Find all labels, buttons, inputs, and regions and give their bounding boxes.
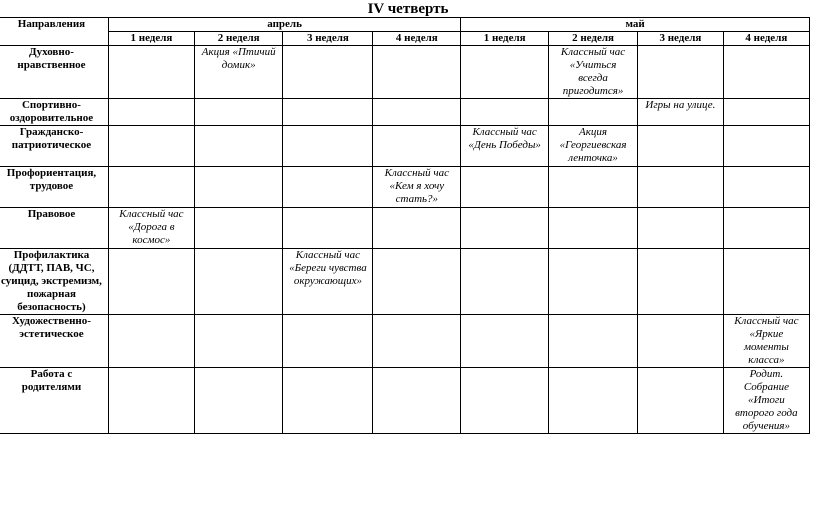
activity-cell [723, 315, 809, 368]
activity-cell [194, 126, 282, 167]
activity-cell [194, 46, 282, 99]
table-row [0, 99, 810, 126]
activity-cell [549, 126, 638, 167]
page-title: IV четверть [367, 1, 449, 17]
activity-text-line: всегда [578, 72, 608, 84]
activity-cell [461, 46, 549, 99]
activity-text-line: Родит. [749, 368, 784, 380]
header-row-months [0, 18, 810, 32]
activity-cell [638, 99, 724, 126]
direction-label [0, 249, 108, 315]
activity-text-line: ленточка» [568, 152, 618, 164]
direction-label-line: Художественно- [12, 315, 91, 327]
activity-cell [461, 99, 549, 126]
direction-label-line: оздоровительное [9, 112, 94, 124]
activity-cell [373, 368, 461, 434]
activity-cell [194, 315, 282, 368]
activity-cell [373, 208, 461, 249]
activity-text-line: «Учиться [569, 59, 617, 71]
direction-label-line: Профориентация, [6, 167, 97, 179]
activity-text-line: Классный час [472, 126, 537, 138]
direction-label-line: Гражданско- [19, 126, 84, 138]
activity-text-line: «Яркие [749, 328, 784, 340]
activity-cell [723, 208, 809, 249]
direction-label-line: Духовно- [29, 46, 74, 58]
direction-label-line: Правовое [27, 208, 76, 220]
activity-cell [194, 99, 282, 126]
direction-label-line: Работа с [30, 368, 73, 380]
activity-cell [723, 167, 809, 208]
activity-cell [283, 167, 373, 208]
direction-label [0, 368, 108, 434]
header-week: 1 неделя [461, 32, 549, 46]
activity-cell [549, 208, 638, 249]
activity-cell [638, 208, 724, 249]
header-week: 4 неделя [723, 32, 809, 46]
activity-cell [194, 167, 282, 208]
activity-text-line: «Георгиевская [559, 139, 627, 151]
activity-cell [194, 249, 282, 315]
activity-cell [549, 249, 638, 315]
activity-text-line: Игры на улице. [645, 99, 716, 111]
activity-cell [108, 208, 194, 249]
activity-cell [283, 315, 373, 368]
direction-label-line: патриотическое [11, 139, 92, 151]
direction-label-line: Профилактика [13, 249, 90, 261]
activity-text-line: стать?» [395, 193, 439, 205]
header-week: 1 неделя [108, 32, 194, 46]
activity-cell [638, 368, 724, 434]
activity-cell [461, 167, 549, 208]
activity-cell [638, 46, 724, 99]
table-row [0, 368, 810, 434]
activity-text-line: Акция [579, 126, 608, 138]
activity-cell [108, 368, 194, 434]
activity-text-line: домик» [221, 59, 256, 71]
activity-cell [461, 249, 549, 315]
activity-text-line: Классный час [295, 249, 361, 261]
activity-text-line: Акция «Птичий [201, 46, 276, 58]
header-week: 3 неделя [638, 32, 724, 46]
activity-text-line: «Береги чувства [289, 262, 367, 274]
direction-label-line: пожарная [26, 288, 76, 300]
header-month-april: апрель [108, 18, 460, 32]
activity-text-line: Классный час [384, 167, 449, 179]
activity-cell [549, 46, 638, 99]
activity-cell [723, 46, 809, 99]
activity-text-line: космос» [132, 234, 171, 246]
direction-label-line: суицид, экстремизм, [1, 275, 102, 287]
activity-cell [723, 249, 809, 315]
activity-text-line: «Дорога в [128, 221, 175, 233]
activity-cell [194, 208, 282, 249]
header-week: 2 неделя [549, 32, 638, 46]
activity-cell [461, 368, 549, 434]
table-row [0, 315, 810, 368]
header-row-weeks [0, 32, 810, 46]
table-row [0, 167, 810, 208]
direction-label [0, 99, 108, 126]
direction-label-line: Спортивно- [21, 99, 81, 111]
header-month-may: май [461, 18, 810, 32]
table-row [0, 208, 810, 249]
activity-cell [283, 99, 373, 126]
direction-label-line: трудовое [29, 180, 74, 192]
activity-text-line: второго года [735, 407, 798, 419]
activity-cell [283, 126, 373, 167]
activity-cell [723, 99, 809, 126]
activity-cell [373, 249, 461, 315]
direction-label-line: родителями [21, 381, 82, 393]
activity-cell [549, 167, 638, 208]
direction-label-line: безопасность) [17, 301, 86, 313]
activity-cell [638, 315, 724, 368]
activity-cell [373, 167, 461, 208]
activity-cell [638, 167, 724, 208]
activity-cell [108, 99, 194, 126]
activity-cell [283, 249, 373, 315]
activity-text-line: «Итоги [748, 394, 785, 406]
activity-cell [723, 368, 809, 434]
activity-cell [638, 249, 724, 315]
activity-cell [373, 99, 461, 126]
activity-cell [549, 368, 638, 434]
activity-cell [194, 368, 282, 434]
activity-cell [373, 315, 461, 368]
activity-cell [108, 46, 194, 99]
direction-label [0, 315, 108, 368]
activity-cell [283, 368, 373, 434]
header-directions: Направления [0, 18, 108, 46]
activity-cell [549, 315, 638, 368]
activity-cell [461, 126, 549, 167]
direction-label-line: (ДДТТ, ПАВ, ЧС, [8, 262, 95, 274]
activity-text-line: пригодится» [562, 85, 624, 97]
activity-text-line: «День Победы» [468, 139, 541, 151]
activity-text-line: Классный час [119, 208, 184, 220]
direction-label [0, 126, 108, 167]
direction-label [0, 46, 108, 99]
header-week: 2 неделя [194, 32, 282, 46]
table-row [0, 126, 810, 167]
activity-text-line: Классный час [560, 46, 626, 58]
activity-cell [461, 315, 549, 368]
activity-cell [283, 46, 373, 99]
activity-cell [108, 167, 194, 208]
activity-cell [108, 315, 194, 368]
direction-label [0, 167, 108, 208]
activity-cell [283, 208, 373, 249]
activity-cell [373, 46, 461, 99]
plan-table [0, 17, 810, 434]
activity-cell [373, 126, 461, 167]
activity-cell [461, 208, 549, 249]
activity-cell [108, 249, 194, 315]
activity-text-line: класса» [748, 354, 785, 366]
activity-text-line: Собрание [743, 381, 789, 393]
direction-label-line: нравственное [17, 59, 86, 71]
activity-text-line: Классный час [734, 315, 799, 327]
activity-cell [108, 126, 194, 167]
direction-label [0, 208, 108, 249]
activity-cell [638, 126, 724, 167]
activity-text-line: окружающих» [293, 275, 362, 287]
activity-text-line: обучения» [742, 420, 791, 432]
table-row [0, 249, 810, 315]
direction-label-line: эстетическое [19, 328, 84, 340]
activity-cell [723, 126, 809, 167]
header-week: 3 неделя [283, 32, 373, 46]
activity-text-line: моменты [743, 341, 789, 353]
activity-text-line: «Кем я хочу [389, 180, 445, 192]
table-row [0, 46, 810, 99]
header-week: 4 неделя [373, 32, 461, 46]
activity-cell [549, 99, 638, 126]
